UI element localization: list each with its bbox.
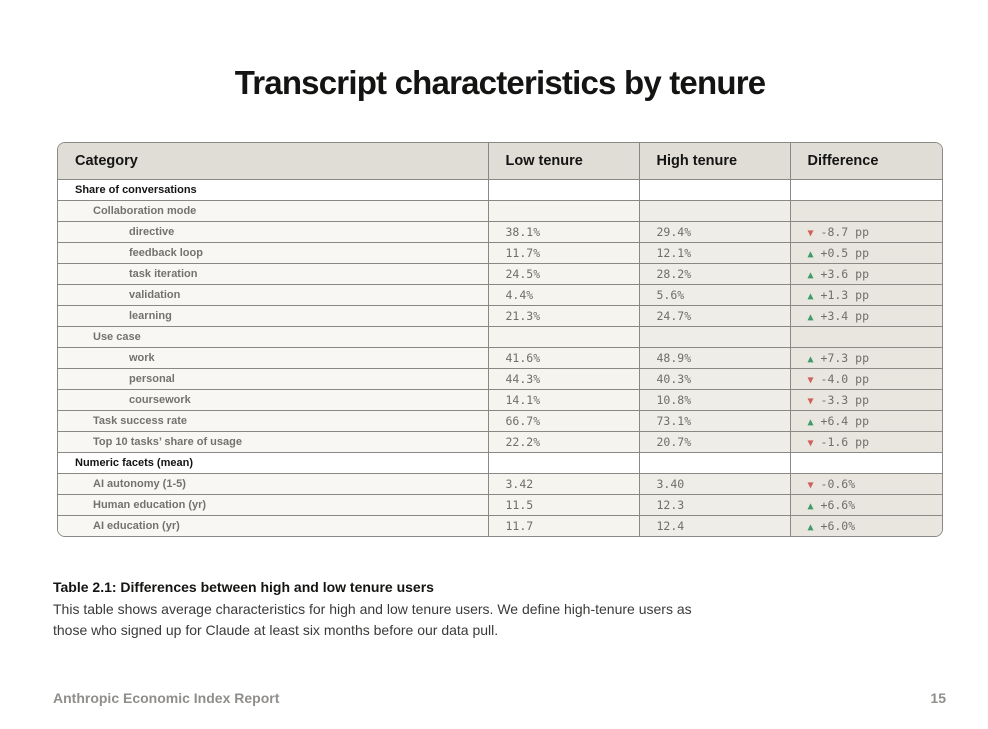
triangle-up-icon: ▲ — [807, 270, 814, 281]
category-cell: work — [58, 348, 488, 369]
footer-page-number: 15 — [930, 690, 946, 706]
table-caption — [53, 577, 713, 642]
triangle-up-icon: ▲ — [807, 501, 814, 512]
high-tenure-cell: 12.3 — [639, 495, 790, 516]
high-tenure-cell — [639, 201, 790, 222]
low-tenure-cell: 21.3% — [488, 306, 639, 327]
difference-cell — [790, 348, 942, 369]
high-tenure-cell: 3.40 — [639, 474, 790, 495]
high-tenure-cell — [639, 453, 790, 474]
triangle-up-icon: ▲ — [807, 522, 814, 533]
table-row — [58, 243, 942, 264]
category-cell: validation — [58, 285, 488, 306]
low-tenure-cell: 44.3% — [488, 369, 639, 390]
triangle-down-icon: ▼ — [807, 396, 814, 407]
table-row — [58, 327, 942, 348]
difference-cell — [790, 306, 942, 327]
difference-cell — [790, 201, 942, 222]
difference-value: -8.7 pp — [820, 225, 869, 239]
high-tenure-cell: 48.9% — [639, 348, 790, 369]
difference-value: -3.3 pp — [820, 393, 869, 407]
category-cell: feedback loop — [58, 243, 488, 264]
category-cell: Human education (yr) — [58, 495, 488, 516]
difference-cell — [790, 390, 942, 411]
triangle-up-icon: ▲ — [807, 249, 814, 260]
table-row — [58, 474, 942, 495]
difference-value: -1.6 pp — [820, 435, 869, 449]
low-tenure-cell: 3.42 — [488, 474, 639, 495]
high-tenure-cell — [639, 180, 790, 201]
difference-cell — [790, 285, 942, 306]
low-tenure-cell — [488, 453, 639, 474]
high-tenure-cell: 29.4% — [639, 222, 790, 243]
difference-value: +0.5 pp — [820, 246, 869, 260]
high-tenure-cell: 24.7% — [639, 306, 790, 327]
difference-value: +6.4 pp — [820, 414, 869, 428]
category-cell: AI autonomy (1-5) — [58, 474, 488, 495]
table-row — [58, 411, 942, 432]
table-row — [58, 306, 942, 327]
high-tenure-cell — [639, 327, 790, 348]
footer-report-name: Anthropic Economic Index Report — [53, 690, 280, 706]
low-tenure-cell: 41.6% — [488, 348, 639, 369]
category-cell: coursework — [58, 390, 488, 411]
triangle-up-icon: ▲ — [807, 312, 814, 323]
difference-value: -0.6% — [820, 477, 856, 491]
high-tenure-cell: 12.1% — [639, 243, 790, 264]
difference-cell — [790, 495, 942, 516]
difference-value: +1.3 pp — [820, 288, 869, 302]
table-row — [58, 222, 942, 243]
header-category: Category — [58, 143, 488, 180]
category-cell: Use case — [58, 327, 488, 348]
high-tenure-cell: 40.3% — [639, 369, 790, 390]
header-high-tenure: High tenure — [639, 143, 790, 180]
header-difference: Difference — [790, 143, 942, 180]
tenure-table — [57, 142, 943, 537]
difference-cell — [790, 474, 942, 495]
difference-cell — [790, 222, 942, 243]
triangle-down-icon: ▼ — [807, 375, 814, 386]
triangle-up-icon: ▲ — [807, 354, 814, 365]
category-cell: Task success rate — [58, 411, 488, 432]
category-cell: directive — [58, 222, 488, 243]
low-tenure-cell — [488, 180, 639, 201]
high-tenure-cell: 10.8% — [639, 390, 790, 411]
high-tenure-cell: 73.1% — [639, 411, 790, 432]
triangle-down-icon: ▼ — [807, 228, 814, 239]
category-cell: Numeric facets (mean) — [58, 453, 488, 474]
low-tenure-cell — [488, 327, 639, 348]
low-tenure-cell — [488, 201, 639, 222]
difference-value: +3.6 pp — [820, 267, 869, 281]
triangle-down-icon: ▼ — [807, 438, 814, 449]
category-cell: Collaboration mode — [58, 201, 488, 222]
low-tenure-cell: 38.1% — [488, 222, 639, 243]
difference-cell — [790, 516, 942, 537]
high-tenure-cell: 28.2% — [639, 264, 790, 285]
table-row — [58, 369, 942, 390]
table-section-row — [58, 453, 942, 474]
category-cell: personal — [58, 369, 488, 390]
characteristics-table — [58, 143, 942, 536]
table-row — [58, 495, 942, 516]
low-tenure-cell: 14.1% — [488, 390, 639, 411]
low-tenure-cell: 11.7% — [488, 243, 639, 264]
difference-value: +6.0% — [820, 519, 856, 533]
difference-value: +7.3 pp — [820, 351, 869, 365]
table-row — [58, 264, 942, 285]
category-cell: learning — [58, 306, 488, 327]
table-section-row — [58, 180, 942, 201]
difference-cell — [790, 264, 942, 285]
low-tenure-cell: 4.4% — [488, 285, 639, 306]
table-row — [58, 285, 942, 306]
high-tenure-cell: 5.6% — [639, 285, 790, 306]
difference-cell — [790, 432, 942, 453]
table-row — [58, 201, 942, 222]
difference-cell — [790, 453, 942, 474]
table-row — [58, 432, 942, 453]
category-cell: Share of conversations — [58, 180, 488, 201]
low-tenure-cell: 22.2% — [488, 432, 639, 453]
difference-cell — [790, 411, 942, 432]
triangle-up-icon: ▲ — [807, 417, 814, 428]
caption-body: This table shows average characteristics for high and low tenure users. We define high-tenure users as those who signed up for Claude at least six months before our data pull. — [53, 600, 692, 638]
difference-value: -4.0 pp — [820, 372, 869, 386]
difference-value: +3.4 pp — [820, 309, 869, 323]
table-row — [58, 390, 942, 411]
category-cell: Top 10 tasks’ share of usage — [58, 432, 488, 453]
caption-title: Table 2.1: Differences between high and low tenure users — [53, 579, 434, 595]
table-row — [58, 516, 942, 537]
low-tenure-cell: 11.5 — [488, 495, 639, 516]
page-title: Transcript characteristics by tenure — [234, 64, 766, 101]
triangle-down-icon: ▼ — [807, 480, 814, 491]
table-row — [58, 348, 942, 369]
difference-cell — [790, 180, 942, 201]
low-tenure-cell: 11.7 — [488, 516, 639, 537]
category-cell: task iteration — [58, 264, 488, 285]
difference-cell — [790, 243, 942, 264]
high-tenure-cell: 20.7% — [639, 432, 790, 453]
header-low-tenure: Low tenure — [488, 143, 639, 180]
category-cell: AI education (yr) — [58, 516, 488, 537]
triangle-up-icon: ▲ — [807, 291, 814, 302]
table-header-row — [58, 143, 942, 180]
difference-value: +6.6% — [820, 498, 856, 512]
table-body — [58, 180, 942, 537]
low-tenure-cell: 24.5% — [488, 264, 639, 285]
difference-cell — [790, 327, 942, 348]
difference-cell — [790, 369, 942, 390]
high-tenure-cell: 12.4 — [639, 516, 790, 537]
low-tenure-cell: 66.7% — [488, 411, 639, 432]
